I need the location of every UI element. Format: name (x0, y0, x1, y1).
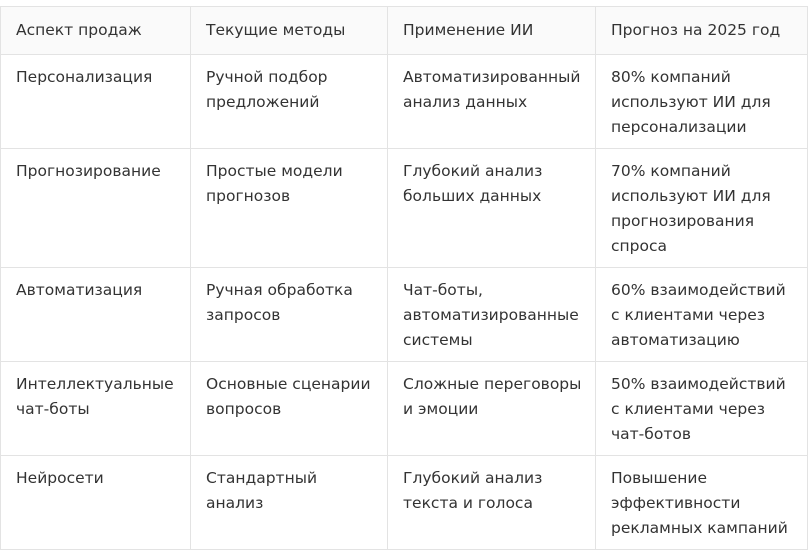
cell-aspect: Персонализация (1, 55, 191, 149)
cell-forecast: 50% взаимодействий с клиентами через чат-ботов (596, 362, 808, 456)
cell-current-method: Ручная обработка запросов (191, 268, 388, 362)
cell-current-method: Ручной подбор предложений (191, 55, 388, 149)
cell-aspect: Автоматизация (1, 268, 191, 362)
table-row (1, 149, 808, 268)
header-sales-aspect: Аспект продаж (1, 7, 191, 55)
cell-ai-application: Автоматизированный анализ данных (388, 55, 596, 149)
ai-sales-comparison-table (0, 6, 808, 550)
table-row (1, 55, 808, 149)
cell-current-method: Основные сценарии вопросов (191, 362, 388, 456)
header-current-methods: Текущие методы (191, 7, 388, 55)
cell-ai-application: Глубокий анализ текста и голоса (388, 456, 596, 550)
cell-forecast: 60% взаимодействий с клиентами через автоматизацию (596, 268, 808, 362)
table-row (1, 456, 808, 550)
cell-ai-application: Сложные переговоры и эмоции (388, 362, 596, 456)
cell-aspect: Прогнозирование (1, 149, 191, 268)
cell-current-method: Простые модели прогнозов (191, 149, 388, 268)
table-row (1, 268, 808, 362)
table-row (1, 362, 808, 456)
cell-current-method: Стандартный анализ (191, 456, 388, 550)
cell-aspect: Интеллектуальные чат-боты (1, 362, 191, 456)
cell-ai-application: Чат-боты, автоматизированные системы (388, 268, 596, 362)
cell-forecast: 70% компаний используют ИИ для прогнозирования спроса (596, 149, 808, 268)
cell-aspect: Нейросети (1, 456, 191, 550)
header-forecast-2025: Прогноз на 2025 год (596, 7, 808, 55)
cell-ai-application: Глубокий анализ больших данных (388, 149, 596, 268)
cell-forecast: Повышение эффективности рекламных кампаний (596, 456, 808, 550)
table-header-row (1, 7, 808, 55)
comparison-table-container (0, 6, 807, 550)
header-ai-application: Применение ИИ (388, 7, 596, 55)
cell-forecast: 80% компаний используют ИИ для персонализации (596, 55, 808, 149)
